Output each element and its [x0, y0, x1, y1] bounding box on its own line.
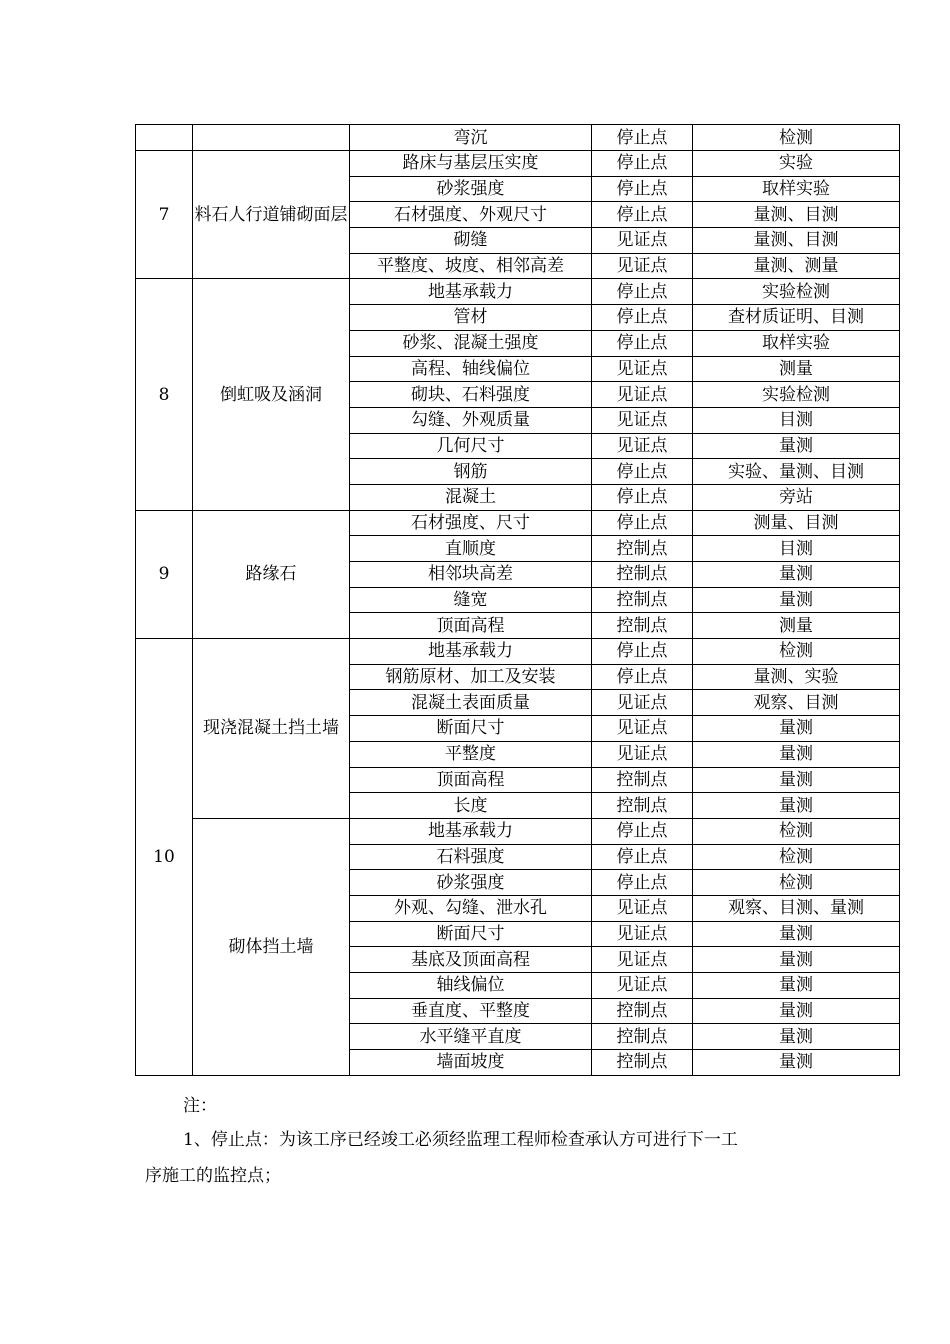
inspection-table	[135, 124, 900, 1076]
item-cell: 砂浆强度	[350, 176, 592, 202]
project-cell: 料石人行道铺砌面层	[193, 151, 350, 279]
item-cell: 几何尺寸	[350, 433, 592, 459]
project-cell: 倒虹吸及涵洞	[193, 279, 350, 510]
table-row	[136, 279, 900, 305]
point-type-cell: 停止点	[592, 459, 693, 485]
point-type-cell: 停止点	[592, 484, 693, 510]
item-cell: 混凝土	[350, 484, 592, 510]
point-type-cell: 停止点	[592, 818, 693, 844]
table-row	[136, 151, 900, 177]
method-cell: 实验检测	[693, 382, 900, 408]
point-type-cell: 控制点	[592, 767, 693, 793]
method-cell: 查材质证明、目测	[693, 305, 900, 331]
point-type-cell: 见证点	[592, 716, 693, 742]
item-cell: 平整度	[350, 741, 592, 767]
item-cell: 平整度、坡度、相邻高差	[350, 253, 592, 279]
method-cell: 量测、测量	[693, 253, 900, 279]
item-cell: 砌缝	[350, 228, 592, 254]
item-cell: 水平缝平直度	[350, 1024, 592, 1050]
method-cell: 检测	[693, 818, 900, 844]
method-cell: 目测	[693, 536, 900, 562]
note-line-2: 序施工的监控点；	[145, 1166, 281, 1186]
item-cell: 砂浆、混凝土强度	[350, 330, 592, 356]
project-cell: 现浇混凝土挡土墙	[193, 639, 350, 819]
table-row	[136, 125, 900, 151]
point-type-cell: 停止点	[592, 510, 693, 536]
point-type-cell: 控制点	[592, 998, 693, 1024]
point-type-cell: 停止点	[592, 151, 693, 177]
point-type-cell: 见证点	[592, 382, 693, 408]
item-cell: 钢筋	[350, 459, 592, 485]
item-cell: 地基承载力	[350, 818, 592, 844]
method-cell: 检测	[693, 125, 900, 151]
point-type-cell: 控制点	[592, 793, 693, 819]
item-cell: 垂直度、平整度	[350, 998, 592, 1024]
method-cell: 量测、目测	[693, 228, 900, 254]
point-type-cell: 停止点	[592, 844, 693, 870]
item-cell: 相邻块高差	[350, 562, 592, 588]
item-cell: 缝宽	[350, 587, 592, 613]
method-cell: 量测	[693, 947, 900, 973]
item-cell: 直顺度	[350, 536, 592, 562]
point-type-cell: 停止点	[592, 202, 693, 228]
point-type-cell: 停止点	[592, 639, 693, 665]
method-cell: 量测	[693, 998, 900, 1024]
table-row	[136, 510, 900, 536]
method-cell: 量测	[693, 973, 900, 999]
item-cell: 基底及顶面高程	[350, 947, 592, 973]
method-cell: 检测	[693, 844, 900, 870]
item-cell: 断面尺寸	[350, 921, 592, 947]
point-type-cell: 控制点	[592, 1024, 693, 1050]
point-type-cell: 见证点	[592, 895, 693, 921]
method-cell: 检测	[693, 870, 900, 896]
point-type-cell: 控制点	[592, 562, 693, 588]
table-row	[136, 818, 900, 844]
method-cell: 量测	[693, 562, 900, 588]
method-cell: 测量、目测	[693, 510, 900, 536]
no-cell	[136, 125, 193, 151]
item-cell: 石料强度	[350, 844, 592, 870]
point-type-cell: 见证点	[592, 973, 693, 999]
method-cell: 量测	[693, 433, 900, 459]
item-cell: 长度	[350, 793, 592, 819]
item-cell: 外观、勾缝、泄水孔	[350, 895, 592, 921]
point-type-cell: 见证点	[592, 228, 693, 254]
no-cell: 10	[136, 639, 193, 1076]
point-type-cell: 停止点	[592, 330, 693, 356]
point-type-cell: 控制点	[592, 587, 693, 613]
item-cell: 高程、轴线偏位	[350, 356, 592, 382]
point-type-cell: 停止点	[592, 664, 693, 690]
method-cell: 检测	[693, 639, 900, 665]
project-cell: 路缘石	[193, 510, 350, 638]
point-type-cell: 见证点	[592, 253, 693, 279]
method-cell: 目测	[693, 407, 900, 433]
method-cell: 测量	[693, 613, 900, 639]
point-type-cell: 见证点	[592, 433, 693, 459]
method-cell: 量测	[693, 716, 900, 742]
item-cell: 砌块、石料强度	[350, 382, 592, 408]
inspection-table-body	[136, 125, 900, 1076]
point-type-cell: 控制点	[592, 1050, 693, 1076]
method-cell: 量测	[693, 767, 900, 793]
item-cell: 地基承载力	[350, 639, 592, 665]
no-cell: 7	[136, 151, 193, 279]
item-cell: 断面尺寸	[350, 716, 592, 742]
method-cell: 量测	[693, 1050, 900, 1076]
method-cell: 实验检测	[693, 279, 900, 305]
method-cell: 旁站	[693, 484, 900, 510]
point-type-cell: 停止点	[592, 176, 693, 202]
method-cell: 观察、目测	[693, 690, 900, 716]
method-cell: 量测	[693, 793, 900, 819]
item-cell: 顶面高程	[350, 613, 592, 639]
point-type-cell: 停止点	[592, 305, 693, 331]
method-cell: 量测	[693, 741, 900, 767]
point-type-cell: 见证点	[592, 356, 693, 382]
method-cell: 实验	[693, 151, 900, 177]
method-cell: 量测	[693, 1024, 900, 1050]
method-cell: 量测	[693, 587, 900, 613]
item-cell: 墙面坡度	[350, 1050, 592, 1076]
method-cell: 取样实验	[693, 176, 900, 202]
point-type-cell: 见证点	[592, 690, 693, 716]
no-cell: 8	[136, 279, 193, 510]
method-cell: 观察、目测、量测	[693, 895, 900, 921]
item-cell: 勾缝、外观质量	[350, 407, 592, 433]
item-cell: 混凝土表面质量	[350, 690, 592, 716]
method-cell: 测量	[693, 356, 900, 382]
point-type-cell: 见证点	[592, 407, 693, 433]
item-cell: 弯沉	[350, 125, 592, 151]
item-cell: 轴线偏位	[350, 973, 592, 999]
point-type-cell: 控制点	[592, 613, 693, 639]
method-cell: 量测	[693, 921, 900, 947]
point-type-cell: 停止点	[592, 870, 693, 896]
point-type-cell: 见证点	[592, 741, 693, 767]
point-type-cell: 停止点	[592, 279, 693, 305]
point-type-cell: 见证点	[592, 921, 693, 947]
method-cell: 取样实验	[693, 330, 900, 356]
project-cell	[193, 125, 350, 151]
item-cell: 地基承载力	[350, 279, 592, 305]
no-cell: 9	[136, 510, 193, 638]
method-cell: 量测、实验	[693, 664, 900, 690]
item-cell: 钢筋原材、加工及安装	[350, 664, 592, 690]
item-cell: 石材强度、尺寸	[350, 510, 592, 536]
item-cell: 顶面高程	[350, 767, 592, 793]
point-type-cell: 见证点	[592, 947, 693, 973]
point-type-cell: 控制点	[592, 536, 693, 562]
table-row	[136, 639, 900, 665]
method-cell: 量测、目测	[693, 202, 900, 228]
project-cell: 砌体挡土墙	[193, 818, 350, 1075]
note-line-1: 1、停止点：为该工序已经竣工必须经监理工程师检查承认方可进行下一工	[183, 1130, 738, 1150]
point-type-cell: 停止点	[592, 125, 693, 151]
method-cell: 实验、量测、目测	[693, 459, 900, 485]
item-cell: 砂浆强度	[350, 870, 592, 896]
item-cell: 路床与基层压实度	[350, 151, 592, 177]
note-label: 注：	[183, 1096, 217, 1116]
item-cell: 管材	[350, 305, 592, 331]
item-cell: 石材强度、外观尺寸	[350, 202, 592, 228]
